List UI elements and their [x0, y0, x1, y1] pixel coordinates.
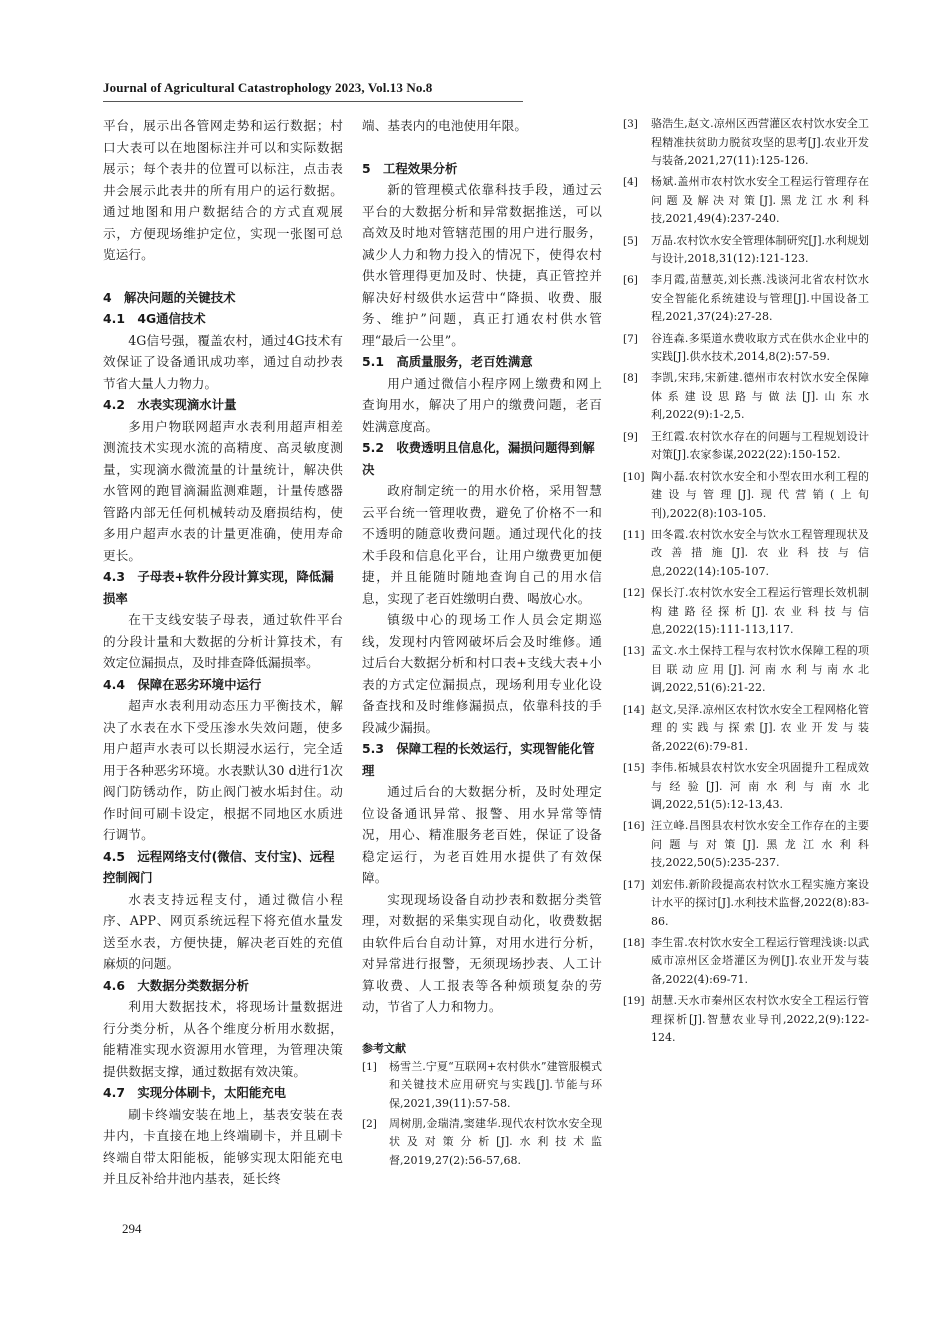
reference-text: 赵文,吴泽.凉州区农村饮水安全工程网格化管理的实践与探索[J].农业开发与装备,2022(6):79-81.: [651, 702, 869, 753]
paragraph: 水表支持远程支付，通过微信小程序、APP、网页系统远程下将充值水量发送至水表，方便快捷，解决老百姓的充值麻烦的问题。: [103, 891, 343, 971]
subsection-heading: 4.7 实现分体刷卡，太阳能充电: [103, 1085, 287, 1100]
subsection-heading: 5.1 高质量服务，老百姓满意: [362, 354, 533, 369]
subsection-heading: 4.4 保障在恶劣环境中运行: [103, 676, 262, 692]
reference-text: 刘宏伟.新阶段提高农村饮水工程实施方案设计水平的探讨[J].水利技术监督,2022(8):83-86.: [651, 877, 869, 928]
reference-text: 胡慧.天水市秦州区农村饮水安全工程运行管理探析[J].智慧农业导刊,2022,2(9):122-124.: [651, 994, 869, 1045]
paragraph: 实现现场设备自动抄表和数据分类管理，对数据的采集实现自动化，收费数据由软件后台自动计算，对用水进行分析，对异常进行报警，无须现场抄表、人工计算收费、人工报表等各种烦琐复杂的劳动，节省了人力和物力。: [362, 891, 602, 1014]
paragraph: 通过后台的大数据分析，及时处理定位设备通讯异常、报警、用水异常等情况，用心、精准服务老百姓，保证了设备稳定运行，为老百姓用水提供了有效保障。: [362, 784, 602, 885]
reference-text: 孟文.水土保持工程与农村饮水保障工程的项目联动应用[J].河南水利与南水北调,2022,51(6):21-22.: [651, 644, 869, 695]
reference-number: [6]: [623, 274, 638, 287]
reference-number: [8]: [623, 372, 638, 385]
reference-number: [16]: [623, 820, 645, 833]
reference-number: [2]: [362, 1117, 377, 1130]
reference-item: [623, 526, 869, 582]
reference-item: [623, 330, 869, 367]
subsection-heading: 4.6 大数据分类数据分析: [103, 977, 249, 993]
reference-item: [623, 759, 869, 815]
reference-text: 王红霞.农村饮水存在的问题与工程规划设计对策[J].农家参谋,2022(22):150-152.: [651, 429, 869, 462]
subsection-heading: 4.5 远程网络支付(微信、支付宝)、远程控制阀门: [103, 848, 335, 885]
paragraph: 在干支线安装子母表，通过软件平台的分段计量和大数据的分析计算技术，有效定位漏损点，及时排查降低漏损率。: [103, 612, 343, 670]
reference-item: [623, 468, 869, 524]
subsection-heading: 4.3 子母表+软件分段计算实现，降低漏损率: [103, 569, 334, 606]
reference-number: [17]: [623, 878, 645, 891]
reference-item: [623, 934, 869, 990]
reference-text: 保长汀.农村饮水安全工程运行管理长效机制构建路径探析[J].农业科技与信息,2022(15):111-113,117.: [651, 586, 869, 637]
reference-number: [15]: [623, 762, 645, 775]
paragraph: 政府制定统一的用水价格，采用智慧云平台统一管理收费，避免了价格不一和不透明的随意收费问题。通过现代化的技术手段和信息化平台，让用户缴费更加便捷，并且能随时随地查询自己的用水信息，实现了老百姓缴明白费、喝放心水。: [362, 483, 602, 606]
reference-text: 李月霞,苗慧英,刘长燕.浅谈河北省农村饮水安全智能化系统建设与管理[J].中国设备工程,2021,37(24):27-28.: [651, 273, 869, 324]
reference-item: [362, 1115, 602, 1171]
section-heading: 4 解决问题的关键技术: [103, 289, 236, 305]
reference-item: [623, 876, 869, 932]
subsection-heading: 5.3 保障工程的长效运行，实现智能化管理: [362, 741, 595, 778]
reference-item: [623, 369, 869, 425]
paragraph: 平台，展示出各管网走势和运行数据；村口大表可以在地图标注并可以和实际数据展示；每个表井的位置可以标注，点击表井会展示此表井的所有用户的运行数据。通过地图和用户数据结合的方式直观展示，方便现场维护定位，实现一张图可总览运行。: [103, 118, 343, 262]
paragraph: 4G信号强，覆盖农村，通过4G技术有效保证了设备通讯成功率，通过自动抄表节省大量人力物力。: [103, 332, 343, 391]
column-left: [103, 115, 343, 1190]
reference-number: [3]: [623, 118, 638, 130]
paragraph: 端、基表内的电池使用年限。: [362, 118, 528, 133]
reference-item: [623, 584, 869, 640]
subsection-heading: 4.1 4G通信技术: [103, 311, 206, 326]
references-heading: 参考文献: [362, 1041, 406, 1055]
reference-item: [623, 115, 869, 171]
reference-text: 李凯,宋玮,宋新建.德州市农村饮水安全保障体系建设思路与做法[J].山东水利,2022(9):1-2,5.: [651, 371, 869, 422]
reference-item: [623, 701, 869, 757]
column-right: [623, 115, 869, 1051]
journal-header: Journal of Agricultural Catastrophology 2023, Vol.13 No.8: [103, 80, 433, 95]
reference-text: 李生雷.农村饮水安全工程运行管理浅谈:以武威市凉州区金塔灌区为例[J].农业开发与装备,2022(4):69-71.: [651, 935, 869, 986]
reference-number: [12]: [623, 587, 645, 600]
subsection-heading: 4.2 水表实现滴水计量: [103, 397, 237, 412]
reference-number: [13]: [623, 645, 645, 658]
paragraph: 利用大数据技术，将现场计量数据进行分类分析，从各个维度分析用水数据，能精准实现水资源用水管理，为管理决策提供数据支撑，通过数据有效决策。: [103, 999, 343, 1079]
paragraph: 超声水表利用动态压力平衡技术，解决了水表在水下受压渗水失效问题，使多用户超声水表可以长期浸水运行，完全适用于各种恶劣环境。水表默认30 d进行1次阀门防锈动作，防止阀门被水垢封住。动作时间可刷卡设定，根据不同地区水质进行调节。: [103, 698, 343, 842]
reference-item: [623, 428, 869, 465]
reference-number: [18]: [623, 936, 645, 949]
reference-number: [4]: [623, 176, 638, 189]
reference-item: [623, 173, 869, 229]
reference-number: [9]: [623, 430, 638, 443]
reference-text: 周树朋,金瑞清,窦建华.现代农村饮水安全现状及对策分析[J].水利技术监督,2019,27(2):56-57,68.: [389, 1116, 602, 1167]
reference-list: [362, 1058, 602, 1171]
reference-text: 汪立峰.昌图县农村饮水安全工作存在的主要问题与对策[J].黑龙江水利科技,2022,50(5):235-237.: [651, 819, 869, 870]
reference-item: [623, 642, 869, 698]
reference-item: [623, 992, 869, 1048]
page-number: 294: [122, 1221, 142, 1236]
header-divider: [103, 101, 523, 102]
reference-text: 骆浩生,赵文.凉州区西营灌区农村饮水安全工程精准扶贫助力脱贫攻坚的思考[J].农业开发与装备,2021,27(11):125-126.: [651, 117, 869, 167]
column-middle: [362, 115, 602, 1172]
reference-text: 李伟.柘城县农村饮水安全巩固提升工程成效与经验[J].河南水利与南水北调,2022,51(5):12-13,43.: [651, 761, 869, 812]
reference-number: [11]: [623, 528, 645, 541]
section-heading: 5 工程效果分析: [362, 160, 458, 176]
reference-number: [7]: [623, 332, 638, 345]
paragraph: 用户通过微信小程序网上缴费和网上查询用水，解决了用户的缴费问题，老百姓满意度高。: [362, 375, 602, 434]
paragraph: 多用户物联网超声水表利用超声相差测流技术实现水流的高精度、高灵敏度测量，实现滴水微流量的计量统计，解决供水管网的跑冒滴漏监测难题，计量传感器管路内部无任何机械转动及磨损结构，使多用户超声水表的计量更准确，使用寿命更长。: [103, 418, 343, 563]
paragraph: 新的管理模式依靠科技手段，通过云平台的大数据分析和异常数据推送，可以高效及时地对管辖范围的用户进行服务，减少人力和物力投入的情况下，使得农村供水管理得更加及时、快捷，真正管控并解决好村级供水运营中“降损、收费、服务、维护”问题，真正打通农村供水管理“最后一公里”。: [362, 182, 602, 348]
reference-text: 万晶.农村饮水安全管理体制研究[J].水利规划与设计,2018,31(12):121-123.: [651, 233, 869, 266]
reference-text: 陶小磊.农村饮水安全和小型农田水利工程的建设与管理[J].现代营销(上旬刊),2022(8):103-105.: [651, 469, 869, 520]
reference-item: [623, 817, 869, 873]
reference-text: 杨斌.盖州市农村饮水安全工程运行管理存在问题及解决对策[J].黑龙江水利科技,2021,49(4):237-240.: [651, 175, 869, 226]
reference-item: [623, 271, 869, 327]
reference-item: [362, 1058, 602, 1114]
subsection-heading: 5.2 收费透明且信息化，漏损问题得到解决: [362, 440, 595, 477]
reference-number: [5]: [623, 234, 638, 247]
reference-number: [1]: [362, 1060, 377, 1073]
reference-number: [19]: [623, 995, 645, 1008]
reference-number: [14]: [623, 703, 645, 716]
reference-text: 杨雪兰.宁夏“互联网+农村供水”建管服模式和关键技术应用研究与实践[J].节能与环保,2021,39(11):57-58.: [389, 1059, 602, 1110]
reference-number: [10]: [623, 470, 645, 483]
reference-text: 田冬霞.农村饮水安全与饮水工程管理现状及改善措施[J].农业科技与信息,2022(14):105-107.: [651, 527, 869, 578]
paragraph: 刷卡终端安装在地上，基表安装在表井内，卡直接在地上终端刷卡，并且刷卡终端自带太阳能板，能够实现太阳能充电并且反补给井池内基表，延长终: [103, 1106, 343, 1186]
paragraph: 镇级中心的现场工作人员会定期巡线，发现村内管网破坏后会及时维修。通过后台大数据分析和村口表+支线大表+小表的方式定位漏损点，现场利用专业化设备查找和及时维修漏损点，依靠科技的手段减少漏损。: [362, 612, 602, 735]
reference-text: 谷连森.多渠道水费收取方式在供水企业中的实践[J].供水技术,2014,8(2):57-59.: [651, 331, 869, 364]
reference-item: [623, 232, 869, 269]
